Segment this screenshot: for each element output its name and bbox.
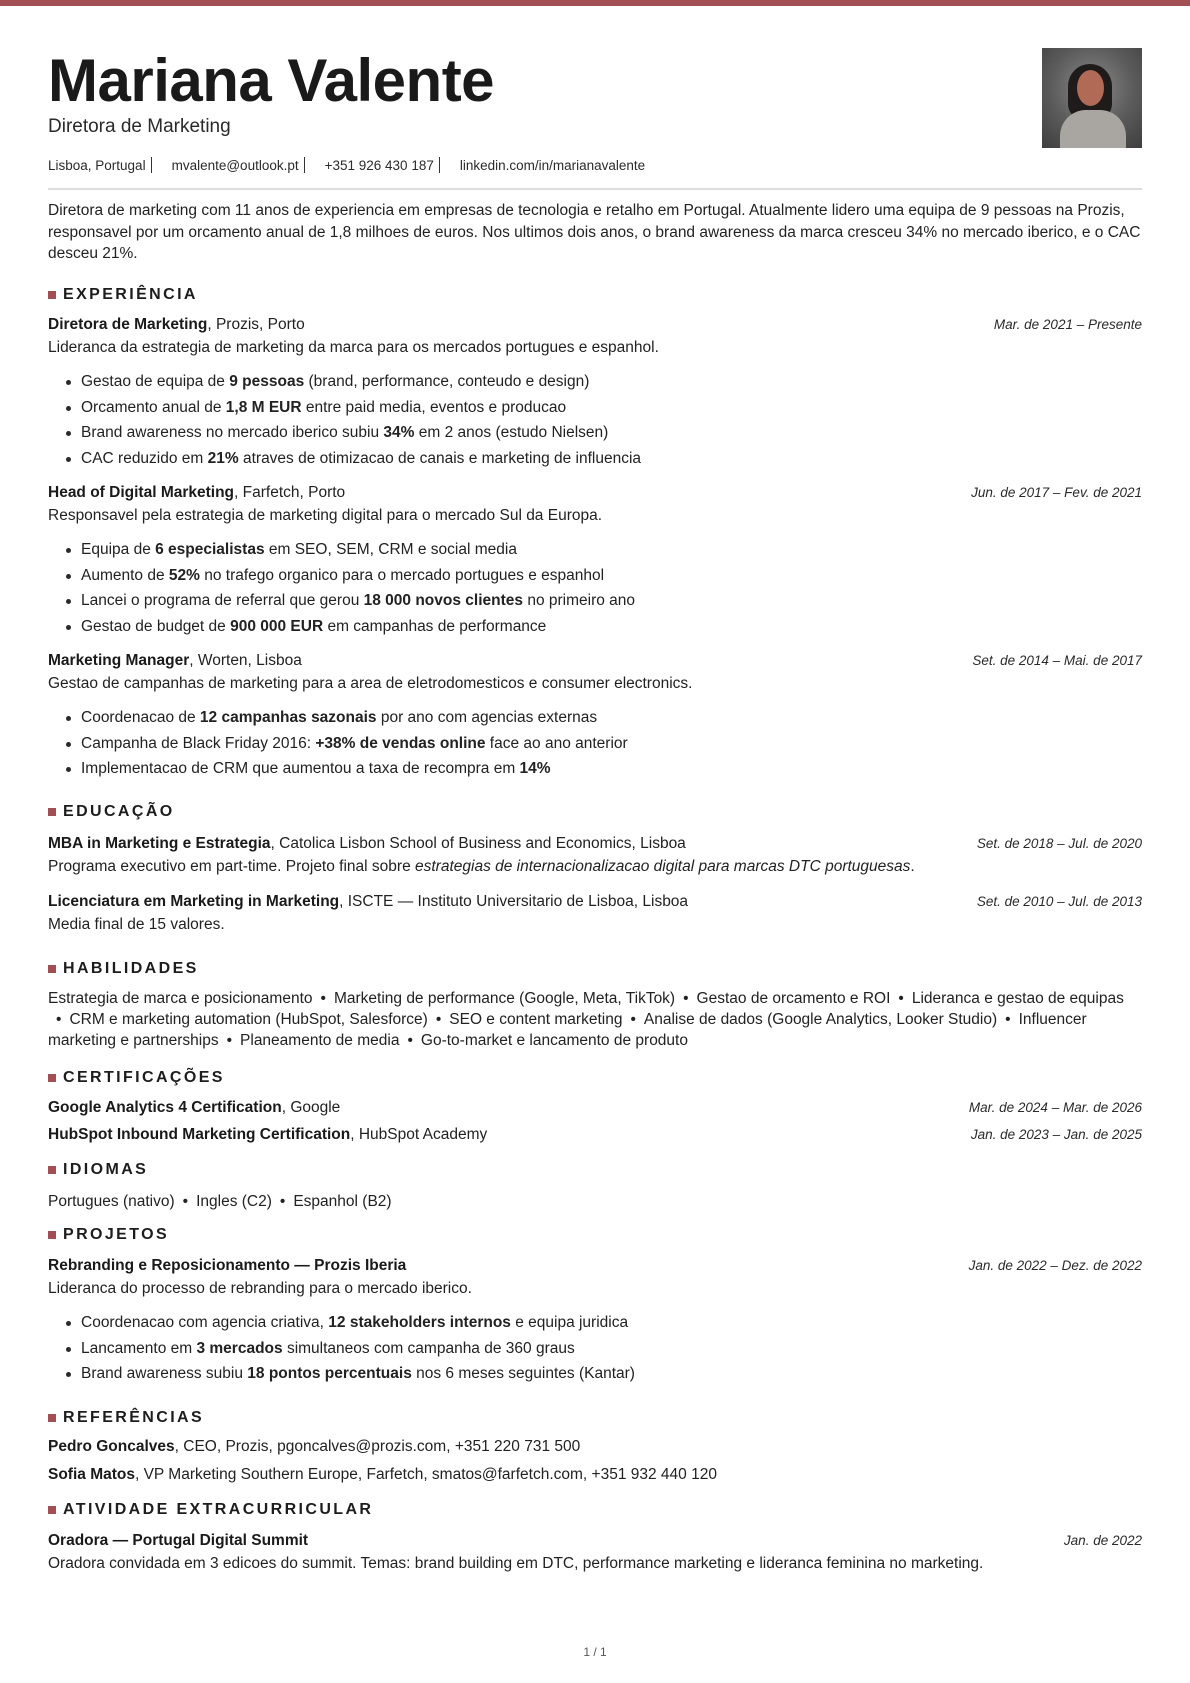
- languages-list: Portugues (nativo) • Ingles (C2) • Espanhol (B2): [48, 1193, 392, 1210]
- entry-description: Lideranca da estrategia de marketing da marca para os mercados portugues e espanhol.: [48, 339, 659, 356]
- entry-description: Media final de 15 valores.: [48, 916, 225, 933]
- project-entry-1: Rebranding e Reposicionamento — Prozis Iberia Jan. de 2022 – Dez. de 2022: [48, 1257, 1142, 1274]
- skills-list: Estrategia de marca e posicionamento • Marketing de performance (Google, Meta, TikTok) • Gestao de orcamento e ROI • Lideranca e gestao de equipas• CRM e marketing automation (HubSpot, Salesforce) • SEO e content marketing • Analise de dados (Google Analytics, Looker Studio) • Influencer marketing e partnerships • Planeamento de media • Go-to-market e lancamento de produto: [48, 990, 1124, 1049]
- entry-date: Jan. de 2022 – Dez. de 2022: [968, 1258, 1142, 1273]
- section-marker-icon: [48, 1074, 56, 1082]
- section-marker-icon: [48, 1506, 56, 1514]
- header-divider: [48, 188, 1142, 190]
- reference-entry-2: Sofia Matos, VP Marketing Southern Europe, Farfetch, smatos@farfetch.com, +351 932 440 120: [48, 1466, 717, 1483]
- section-marker-icon: [48, 1231, 56, 1239]
- profile-photo: [1042, 48, 1142, 148]
- contact-location: Lisboa, Portugal: [48, 157, 172, 173]
- entry-date: Set. de 2010 – Jul. de 2013: [976, 894, 1142, 909]
- experience-entry-3: Marketing Manager, Worten, Lisboa Set. de 2014 – Mai. de 2017: [48, 652, 1142, 669]
- divider: [439, 157, 440, 173]
- section-title-certifications: CERTIFICAÇÕES: [48, 1069, 225, 1087]
- bullet-item: Coordenacao de 12 campanhas sazonais por ano com agencias externas: [81, 707, 628, 733]
- resume-page: [48, 0, 1142, 1572]
- section-marker-icon: [48, 965, 56, 973]
- bullet-item: Implementacao de CRM que aumentou a taxa de recompra em 14%: [81, 758, 628, 784]
- experience-1-bullets: [81, 371, 641, 473]
- bullet-item: CAC reduzido em 21% atraves de otimizacao de canais e marketing de influencia: [81, 448, 641, 474]
- section-title-skills: HABILIDADES: [48, 960, 199, 978]
- section-title-education: EDUCAÇÃO: [48, 803, 175, 821]
- bullet-item: Orcamento anual de 1,8 M EUR entre paid media, eventos e producao: [81, 397, 641, 423]
- experience-2-bullets: [81, 539, 635, 641]
- bullet-item: Lancamento em 3 mercados simultaneos com campanha de 360 graus: [81, 1338, 635, 1364]
- contact-email[interactable]: mvalente@outlook.pt: [172, 157, 325, 173]
- certification-entry-2: HubSpot Inbound Marketing Certification, HubSpot Academy Jan. de 2023 – Jan. de 2025: [48, 1126, 1142, 1143]
- resume-header: [48, 0, 1142, 190]
- divider: [304, 157, 305, 173]
- section-marker-icon: [48, 291, 56, 299]
- bullet-item: Brand awareness subiu 18 pontos percentuais nos 6 meses seguintes (Kantar): [81, 1363, 635, 1389]
- entry-date: Jan. de 2022: [1063, 1533, 1142, 1548]
- experience-entry-2: Head of Digital Marketing, Farfetch, Porto Jun. de 2017 – Fev. de 2021: [48, 484, 1142, 501]
- entry-date: Mar. de 2021 – Presente: [993, 317, 1142, 332]
- section-title-references: REFERÊNCIAS: [48, 1409, 204, 1427]
- entry-description: Responsavel pela estrategia de marketing digital para o mercado Sul da Europa.: [48, 507, 603, 524]
- contact-phone[interactable]: +351 926 430 187: [325, 157, 460, 173]
- entry-description: Gestao de campanhas de marketing para a area de eletrodomesticos e consumer electronics.: [48, 675, 693, 692]
- summary-paragraph: Diretora de marketing com 11 anos de experiencia em empresas de tecnologia e retalho em Portugal. Atualmente lidero uma equipa de 9 pessoas na Prozis, responsavel por um orcamento anual de 1,8 milhoes de euros. Nos ultimos dois anos, o brand awareness da marca cresceu 34% no mercado iberico, e o CAC desceu 21%.: [48, 202, 1141, 262]
- entry-date: Jun. de 2017 – Fev. de 2021: [971, 485, 1142, 500]
- bullet-item: Campanha de Black Friday 2016: +38% de vendas online face ao ano anterior: [81, 733, 628, 759]
- candidate-role: Diretora de Marketing: [48, 116, 231, 137]
- bullet-item: Gestao de equipa de 9 pessoas (brand, performance, conteudo e design): [81, 371, 641, 397]
- divider: [151, 157, 152, 173]
- bullet-item: Lancei o programa de referral que gerou 18 000 novos clientes no primeiro ano: [81, 590, 635, 616]
- bullet-item: Equipa de 6 especialistas em SEO, SEM, CRM e social media: [81, 539, 635, 565]
- contact-linkedin[interactable]: linkedin.com/in/marianavalente: [459, 157, 646, 173]
- candidate-name: Mariana Valente: [48, 47, 495, 114]
- section-marker-icon: [48, 808, 56, 816]
- experience-entry-1: Diretora de Marketing, Prozis, Porto Mar. de 2021 – Presente: [48, 316, 1142, 333]
- bullet-item: Aumento de 52% no trafego organico para o mercado portugues e espanhol: [81, 565, 635, 591]
- entry-date: Jan. de 2023 – Jan. de 2025: [970, 1127, 1142, 1142]
- entry-date: Set. de 2018 – Jul. de 2020: [976, 836, 1142, 851]
- section-title-languages: IDIOMAS: [48, 1161, 148, 1179]
- education-entry-1: MBA in Marketing e Estrategia, Catolica Lisbon School of Business and Economics, Lisboa Set. de 2018 – Jul. de 2020: [48, 835, 1142, 852]
- section-marker-icon: [48, 1414, 56, 1422]
- section-title-experience: EXPERIÊNCIA: [48, 286, 198, 304]
- page-indicator: 1 / 1: [583, 1645, 607, 1659]
- education-entry-2: Licenciatura em Marketing in Marketing, ISCTE — Instituto Universitario de Lisboa, Lisboa Set. de 2010 – Jul. de 2013: [48, 893, 1142, 910]
- entry-description: Oradora convidada em 3 edicoes do summit. Temas: brand building em DTC, performance marketing e lideranca feminina no marketing.: [48, 1555, 984, 1572]
- bullet-item: Coordenacao com agencia criativa, 12 stakeholders internos e equipa juridica: [81, 1312, 635, 1338]
- section-title-projects: PROJETOS: [48, 1226, 169, 1244]
- entry-description: Programa executivo em part-time. Projeto final sobre estrategias de internacionalizacao digital para marcas DTC portuguesas.: [48, 858, 915, 875]
- project-1-bullets: [81, 1312, 635, 1389]
- reference-entry-1: Pedro Goncalves, CEO, Prozis, pgoncalves@prozis.com, +351 220 731 500: [48, 1438, 581, 1455]
- bullet-item: Brand awareness no mercado iberico subiu 34% em 2 anos (estudo Nielsen): [81, 422, 641, 448]
- certification-entry-1: Google Analytics 4 Certification, Google Mar. de 2024 – Mar. de 2026: [48, 1099, 1142, 1116]
- entry-description: Lideranca do processo de rebranding para o mercado iberico.: [48, 1280, 472, 1297]
- bullet-item: Gestao de budget de 900 000 EUR em campanhas de performance: [81, 616, 635, 642]
- entry-date: Mar. de 2024 – Mar. de 2026: [968, 1100, 1142, 1115]
- extracurricular-entry-1: Oradora — Portugal Digital Summit Jan. de 2022: [48, 1532, 1142, 1549]
- experience-3-bullets: [81, 707, 628, 784]
- contact-line: [48, 157, 645, 173]
- section-marker-icon: [48, 1166, 56, 1174]
- entry-date: Set. de 2014 – Mai. de 2017: [972, 653, 1142, 668]
- section-title-extracurricular: ATIVIDADE EXTRACURRICULAR: [48, 1501, 373, 1519]
